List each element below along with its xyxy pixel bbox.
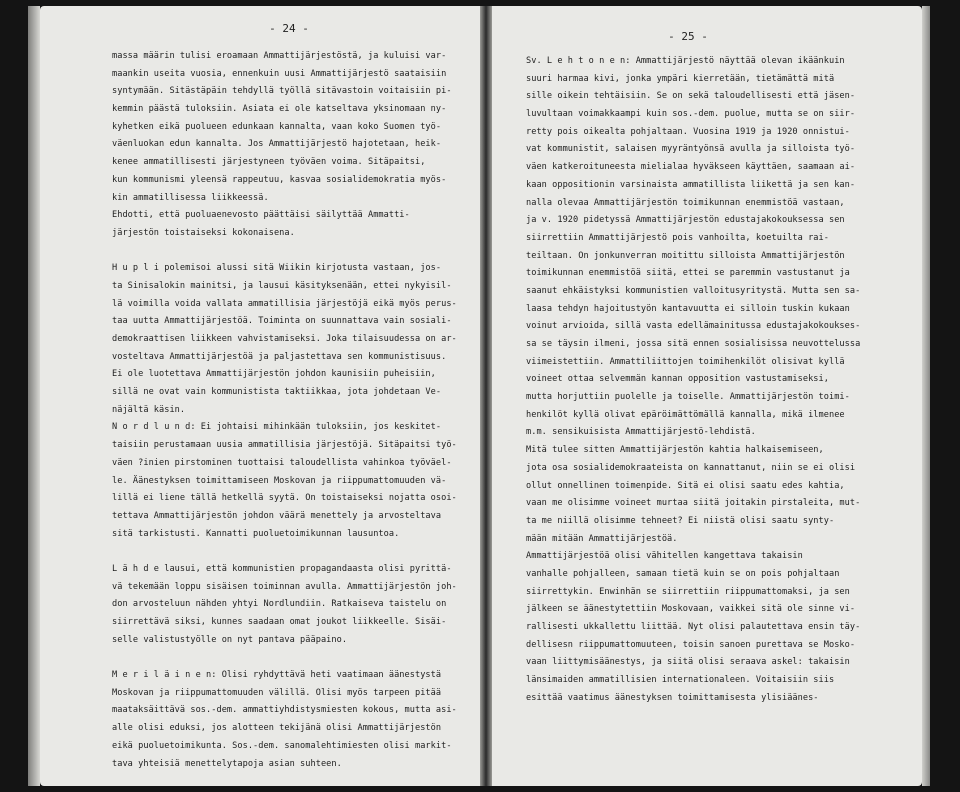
- text-line: kin ammatillisessa liikkeessä.: [112, 192, 269, 203]
- text-line: laasa tehdyn hajoitustyön kantavuutta ei silloin tuskin kukaan: [526, 303, 850, 314]
- text-line: massa määrin tulisi eroamaan Ammattijärjestöstä, ja kuluisi var-: [112, 51, 447, 61]
- text-line: le. Äänestyksen toimittamiseen Moskovan ja riippumattomuuden vä-: [112, 475, 447, 486]
- text-line: Mitä tulee sitten Ammattijärjestön kahtia halkaisemiseen,: [526, 445, 824, 456]
- text-line: M e r i l ä i n e n: Olisi ryhdyttävä heti vaatimaan äänestystä: [112, 670, 442, 681]
- text-line: siirrettävä siksi, kunnes saadaan omat joukot liikkeelle. Sisäi-: [112, 617, 447, 627]
- book-gutter: [480, 6, 492, 786]
- text-line: mutta horjuttiin puolelle ja toiselle. Ammattijärjestön toimi-: [526, 392, 850, 403]
- text-line: sillä ne ovat vain kommunistista taktiikkaa, jota johdetaan Ve-: [112, 387, 442, 398]
- text-line: [112, 543, 466, 561]
- text-line: ollut onnellinen toimenpide. Sitä ei olisi saatu edes kahtia,: [526, 480, 845, 491]
- left-page-edge: [28, 6, 40, 786]
- right-page-number: - 25 -: [668, 30, 708, 43]
- text-line: maataksäittävä sos.-dem. ammattiyhdistysmiesten kokous, mutta asi-: [112, 705, 457, 716]
- text-line: vaan me olisimme voineet murtaa siitä joitakin pirstaleita, mut-: [526, 498, 861, 509]
- left-page-text: [112, 48, 466, 773]
- text-line: jälkeen se äänestytettiin Moskovaan, vaikkei sitä ole sinne vi-: [526, 604, 856, 615]
- text-line: N o r d l u n d: Ei johtaisi mihinkään tuloksiin, jos keskitet-: [112, 422, 442, 433]
- text-line: lä voimilla voida vallata ammatillisia järjestöjä eikä myös perus-: [112, 298, 457, 309]
- text-line: tettava Ammattijärjestön johdon väärä menettely ja arvosteltava: [112, 510, 442, 521]
- text-line: vä tekemään loppu sisäisen toiminnan avulla. Ammattijärjestön joh-: [112, 581, 457, 592]
- text-line: vanhalle pohjalleen, samaan tietä kuin se on pois pohjaltaan: [526, 568, 840, 579]
- text-line: vosteltava Ammattijärjestöä ja paljastettava sen kommunistisuus.: [112, 351, 447, 362]
- text-line: väenluokan edun kannalta. Jos Ammattijärjestö hajotetaan, heik-: [112, 139, 442, 150]
- text-line: jota osa sosialidemokraateista on kannattanut, niin se ei olisi: [526, 462, 856, 473]
- text-line: tava yhteisiä menettelytapoja asian suhteen.: [112, 758, 342, 769]
- text-line: väen ?inien pirstominen tuottaisi taloudellista vahinkoa työväel-: [112, 457, 452, 468]
- text-line: H u p l i polemisoi alussi sitä Wiikin kirjotusta vastaan, jos-: [112, 263, 442, 274]
- text-line: Sv. L e h t o n e n: Ammattijärjestö näyttää olevan ikäänkuin: [526, 56, 845, 66]
- text-line: m.m. sensikuisista Ammattijärjestö-lehdistä.: [526, 427, 756, 438]
- text-line: Ehdotti, että puoluaenevosto päättäisi säilyttää Ammatti-: [112, 210, 410, 221]
- text-line: ta me niillä olisimme tehneet? Ei niistä olisi saatu synty-: [526, 515, 835, 526]
- text-line: sa se täysin ilmeni, jossa sitä ennen sosialisissa neuvottelussa: [526, 339, 861, 349]
- text-line: [112, 649, 466, 667]
- text-line: [112, 243, 466, 261]
- text-line: henkilöt kyllä olivat epäröimättömällä kannalla, mikä ilmenee: [526, 409, 845, 420]
- text-line: alle olisi eduksi, jos alotteen tekijänä olisi Ammattijärjestön: [112, 723, 442, 734]
- right-page-edge: [922, 6, 930, 786]
- text-line: luvultaan voimakkaampi kuin sos.-dem. puolue, mutta se on siir-: [526, 109, 856, 120]
- text-line: taa uutta Ammattijärjestöä. Toiminta on suunnattava vain sosiali-: [112, 316, 452, 327]
- text-line: syntymään. Sitästäpäin tehdyllä työllä sitävastoin voitaisiin pi-: [112, 86, 452, 97]
- text-line: väen katkeroituneesta mielialaa hyväkseen käyttäen, saamaan ai-: [526, 162, 856, 173]
- text-line: voinut arvioida, sillä vasta edellämainitussa edustajakokoukses-: [526, 321, 861, 332]
- left-page: [40, 6, 480, 786]
- text-line: nalla olevaa Ammattijärjestön toimikunnan enemmistöä vastaan,: [526, 197, 845, 208]
- text-line: toimikunnan enemmistöä siitä, ettei se paremmin vastustanut ja: [526, 268, 850, 279]
- text-line: retty pois oikealta pohjaltaan. Vuosina 1919 ja 1920 onnistui-: [526, 126, 850, 137]
- text-line: don arvosteluun nähden yhtyi Nordlundiin. Ratkaiseva taistelu on: [112, 599, 447, 610]
- text-line: voineet ottaa selvemmän kannan opposition vastustamiseksi,: [526, 374, 829, 385]
- text-line: kaan oppositionin varsinaista ammatillista liikettä ja sen kan-: [526, 179, 856, 190]
- text-line: mään mitään Ammattijärjestöä.: [526, 533, 678, 544]
- text-line: Ei ole luotettava Ammattijärjestön johdon kaunisiin puheisiin,: [112, 369, 436, 380]
- text-line: sille oikein tehtäisiin. Se on sekä taloudellisesti että jäsen-: [526, 91, 856, 102]
- text-line: lillä ei liene tällä hetkellä syytä. On toistaiseksi nojatta osoi-: [112, 493, 457, 504]
- right-page: [492, 6, 922, 786]
- text-line: vat kommunistit, salaisen myyräntyönsä avulla ja silloista työ-: [526, 144, 856, 155]
- text-line: kenee ammatillisesti järjestyneen työväen voima. Sitäpaitsi,: [112, 157, 426, 168]
- text-line: dellisesn riippumattomuuteen, toisin sanoen purettava se Mosko-: [526, 639, 856, 650]
- text-line: länsimaiden ammatillisien internationaleen. Voitaisiin siis: [526, 675, 835, 686]
- text-line: demokraattisen liikkeen vahvistamiseksi. Joka tilaisuudessa on ar-: [112, 334, 457, 344]
- text-line: siirrettiin Ammattijärjestö pois vanhoilta, koetuilta rai-: [526, 232, 829, 243]
- text-line: ja v. 1920 pidetyssä Ammattijärjestön edustajakokouksessa sen: [526, 215, 845, 226]
- right-page-text: [526, 53, 910, 707]
- text-line: Ammattijärjestöä olisi vähitellen kangettava takaisin: [526, 551, 803, 562]
- text-line: kyhetken eikä puolueen edunkaan kannalta, vaan koko Suomen työ-: [112, 121, 442, 132]
- left-page-number: - 24 -: [269, 22, 309, 35]
- text-line: vaan liittymisäänestys, ja siitä olisi seraava askel: takaisin: [526, 657, 850, 668]
- text-line: selle valistustyölle on nyt pantava pääpaino.: [112, 634, 348, 645]
- text-line: teiltaan. On jonkunverran moitittu silloista Ammattijärjestön: [526, 250, 845, 261]
- text-line: ta Sinisalokin mainitsi, ja lausui käsityksenään, ettei nykyisil-: [112, 280, 452, 291]
- text-line: suuri harmaa kivi, jonka ympäri kierretään, tietämättä mitä: [526, 73, 835, 84]
- text-line: saanut ehkäistyksi kommunistien valloitusyritystä. Mutta sen sa-: [526, 285, 861, 296]
- text-line: eikä puoluetoimikunta. Sos.-dem. sanomalehtimiesten olisi markit-: [112, 740, 452, 751]
- text-line: siirrettykin. Enwinhän se siirrettiin riippumattomaksi, ja sen: [526, 586, 850, 597]
- text-line: L ä h d e lausui, että kommunistien propagandaasta olisi pyrittä-: [112, 563, 452, 574]
- text-line: kemmin päästä tuloksiin. Asiata ei ole katseltava yksinomaan ny-: [112, 104, 447, 115]
- text-line: rallisesti ukkallettu liittää. Nyt olisi palautettava ensin täy-: [526, 622, 861, 632]
- text-line: järjestön toistaiseksi kokonaisena.: [112, 227, 295, 238]
- text-line: kun kommunismi yleensä rappeutuu, kasvaa sosialidemokratia myös-: [112, 174, 447, 185]
- text-line: esittää vaatimus äänestyksen toimittamisesta ylisiäänes-: [526, 692, 819, 703]
- text-line: maankin useita vuosia, ennenkuin uusi Ammattijärjestö saataisiin: [112, 68, 447, 79]
- text-line: Moskovan ja riippumattomuuden välillä. Olisi myös tarpeen pitää: [112, 687, 442, 698]
- text-line: näjältä käsin.: [112, 404, 186, 415]
- text-line: taisiin perustamaan uusia ammatillisia järjestöjä. Sitäpaitsi työ-: [112, 440, 457, 451]
- text-line: viimeistettiin. Ammattiliittojen toimihenkilöt olisivat kyllä: [526, 356, 845, 367]
- text-line: sitä tarkistusti. Kannatti puoluetoimikunnan lausuntoa.: [112, 528, 400, 539]
